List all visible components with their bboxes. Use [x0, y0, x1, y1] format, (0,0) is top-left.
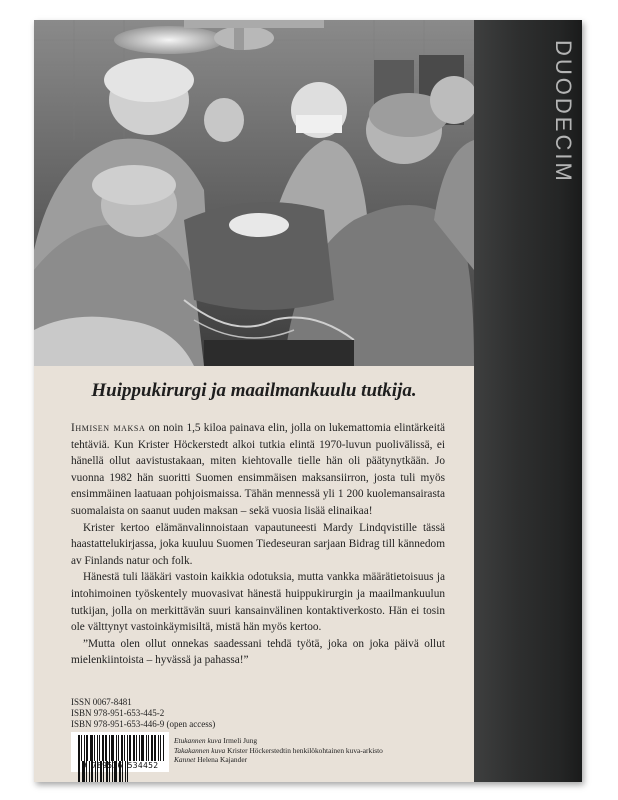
- barcode-bar: [102, 735, 104, 761]
- spine-title: DUODECIM: [551, 40, 576, 184]
- barcode-bar: [105, 735, 107, 761]
- back-cover-text: [34, 366, 474, 782]
- barcode-bar: [109, 735, 110, 761]
- isbn-block: [71, 697, 215, 730]
- barcode-bar: [90, 735, 93, 761]
- headline: Huippukirurgi ja maailmankuulu tutkija.: [91, 380, 417, 401]
- credit-back-name: Krister Höckerstedtin henkilökohtainen kuva-arkisto: [225, 745, 383, 755]
- credit-covers-label: Kannet: [174, 755, 196, 765]
- barcode-bar: [121, 735, 123, 761]
- blurb-paragraph-2: Krister kertoo elämänvalinnoistaan vapautuneesti Mardy Lindqvistille tässä haastattelukirjassa, joka kuuluu Suomen Tiedeseuran sarjaan Bidrag till kännedom av Finlands natur och folk.: [71, 521, 445, 567]
- barcode-bar: [148, 735, 149, 761]
- blurb-lead: Ihmisen maksa: [71, 422, 146, 434]
- barcode-bar: [154, 735, 156, 761]
- barcode-bar: [151, 735, 153, 761]
- barcode-bar: [116, 735, 117, 761]
- issn: ISSN 0067-8481: [71, 697, 132, 707]
- barcode-bar: [160, 735, 161, 761]
- barcode-bar: [124, 735, 125, 761]
- credit-back: [174, 746, 383, 756]
- credit-back-label: Takakannen kuva: [174, 745, 226, 755]
- barcode-bar: [127, 735, 128, 761]
- barcode-bar: [81, 735, 82, 761]
- barcode-bar: [141, 735, 144, 761]
- barcode-bar: [111, 735, 114, 761]
- barcode-bar: [99, 735, 100, 761]
- barcode-number: 9 789516 534452: [81, 761, 159, 770]
- isbn-open-access: ISBN 978-951-653-446-9 (open access): [71, 719, 216, 729]
- blurb-paragraph-1: [71, 420, 445, 520]
- barcode-bar: [86, 735, 88, 761]
- barcode-bar: [84, 735, 85, 761]
- barcode-bar: [158, 735, 159, 761]
- barcode-bar: [133, 735, 135, 761]
- blurb-paragraph-1-text: on noin 1,5 kiloa painava elin, jolla on lukemattomia elintärkeitä tehtäviä. Kun Krister Höckerstedt alkoi tutkia elintä 1970-luvun puolivälissä, ei hänellä ollut aavistustakaan, miten kiehtovalle tielle hän oli päätynytkään. Jo vuonna 1982 hän suoritti Suomen ensimmäisen maksansiirron, josta tuli myös ensimmäinen laatuaan pohjoismaissa. Tähän mennessä yli 1 200 kuolemansairasta suomalaista on saanut uuden maksan – sekä vuosia lisää elinaikaa!: [71, 422, 445, 517]
- blurb-paragraph-4: ”Mutta olen ollut onnekas saadessani tehdä työtä, joka on joka päivä ollut mielenkiintoista – hyvässä ja pahassa!”: [71, 637, 445, 667]
- credit-front: [174, 736, 383, 746]
- surgery-photo: [34, 20, 474, 366]
- barcode-bar: [94, 735, 95, 761]
- credit-front-label: Etukannen kuva: [174, 736, 222, 745]
- isbn-print: ISBN 978-951-653-445-2: [71, 708, 165, 718]
- blurb: [71, 420, 445, 669]
- barcode-bar: [97, 735, 98, 761]
- barcode-bar: [146, 735, 147, 761]
- barcode-bars: [78, 735, 166, 761]
- spine: [474, 20, 582, 782]
- barcode-bar: [139, 735, 140, 761]
- book-back-cover: [34, 20, 582, 782]
- barcode-bar: [118, 735, 119, 761]
- barcode-bar: [163, 735, 164, 761]
- barcode-bar: [78, 735, 80, 761]
- credit-covers: [174, 755, 383, 765]
- back-cover-panel: [34, 20, 474, 782]
- blurb-paragraph-3: Hänestä tuli lääkäri vastoin kaikkia odotuksia, mutta vankka määrätietoisuus ja intohimoinen työskentely muovasivat hänestä huippukirurgin ja maailmankuulun tutkijan, jolla on merkittävän suuri kansainvälinen kontaktiverkosto. Hän ei tosin ole välttynyt vastoinkäymisiltä, mistä hän myös kertoo.: [71, 571, 445, 634]
- barcode-bar: [136, 735, 137, 761]
- barcode: [71, 732, 169, 772]
- credit-covers-name: Helena Kajander: [195, 755, 248, 765]
- credits: [174, 736, 383, 765]
- credit-front-name: Irmeli Jung: [221, 736, 258, 745]
- barcode-bar: [129, 735, 131, 761]
